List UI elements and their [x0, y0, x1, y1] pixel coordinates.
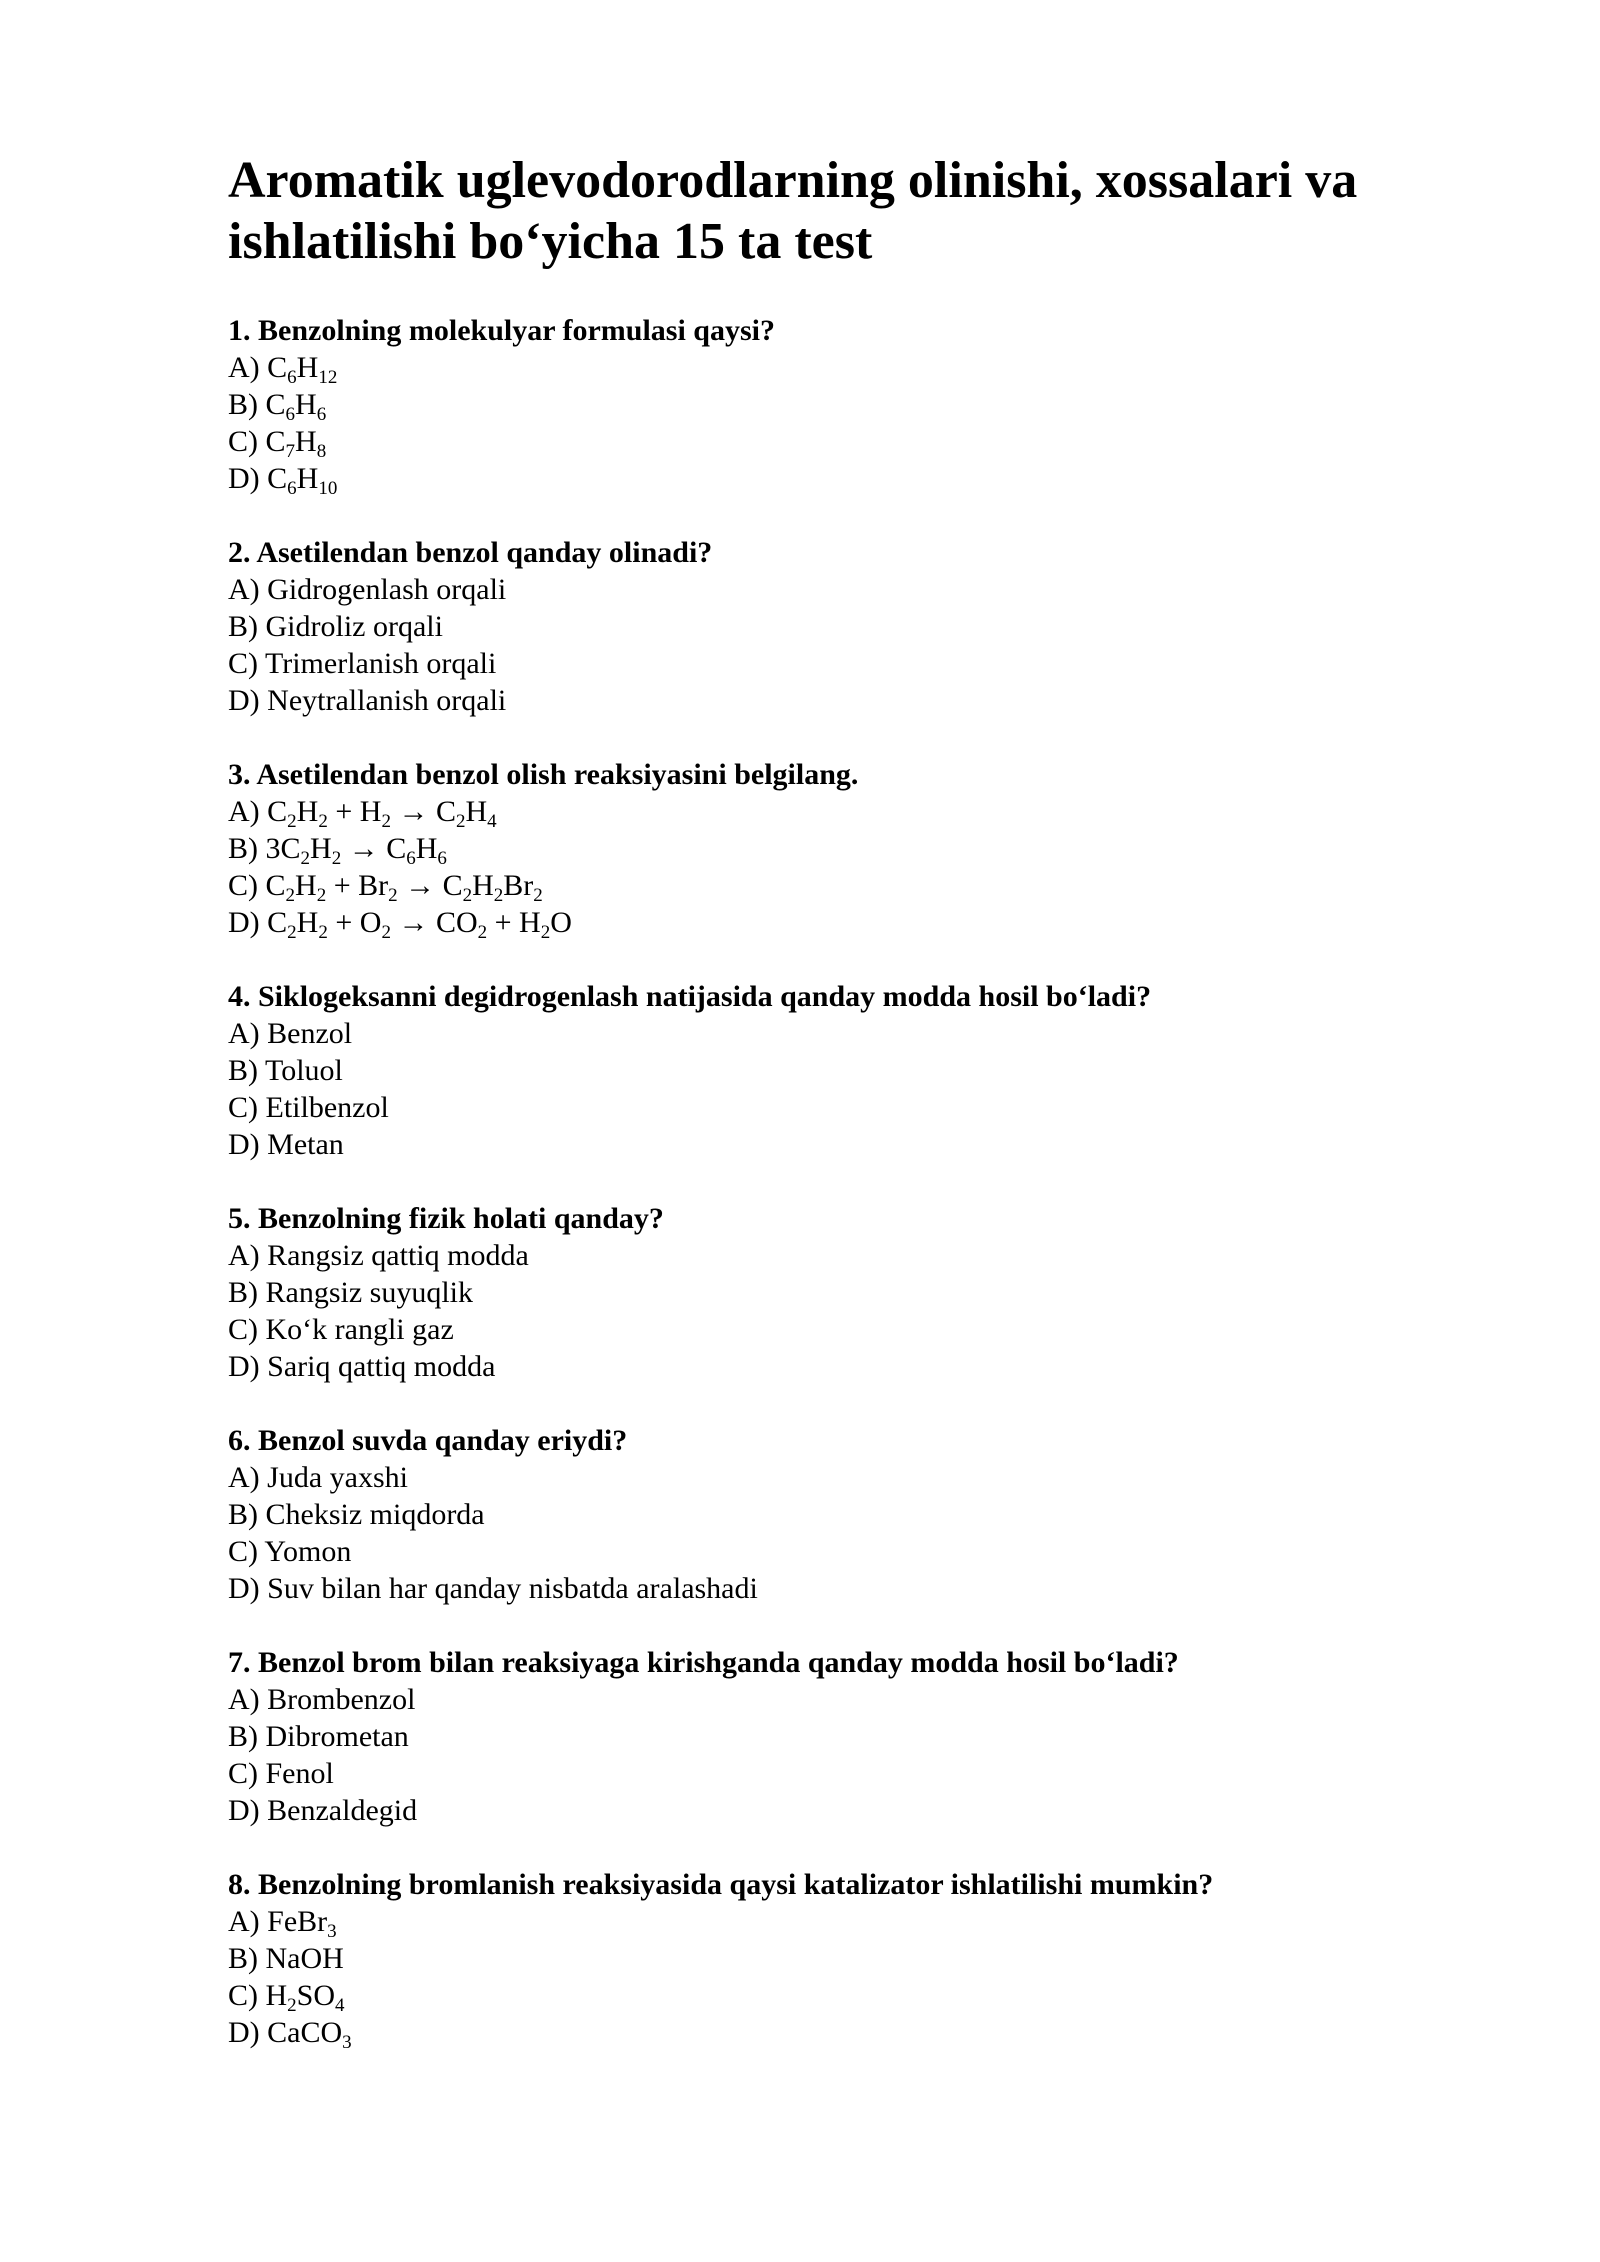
option-a: A) FeBr$_3$	[228, 1905, 337, 1942]
option-a: A) Brombenzol	[228, 1683, 416, 1716]
subscript: 4	[487, 811, 497, 832]
document-title: Aromatik uglevodorodlarning olinishi, xossalari va ishlatilishi bo‘yicha 15 ta test	[228, 152, 1358, 270]
subscript: 2	[455, 811, 466, 832]
subscript: 2	[316, 885, 327, 906]
option-a: A) $C_6H_{12}$	[228, 351, 338, 388]
option-d: D) Metan	[228, 1128, 344, 1161]
subscript: 2	[285, 885, 296, 906]
subscript: 2	[462, 885, 473, 906]
option-c: C) Fenol	[228, 1757, 334, 1790]
question-text: 4. Siklogeksanni degidrogenlash natijasida qanday modda hosil bo‘ladi?	[228, 980, 1152, 1013]
subscript: 6	[406, 848, 416, 869]
option-b: B) NaOH	[228, 1942, 344, 1975]
subscript: 2	[287, 922, 297, 943]
option-b: B) Cheksiz miqdorda	[228, 1498, 485, 1531]
subscript: 2	[331, 848, 342, 869]
subscript: 10	[318, 478, 338, 499]
option-c: C) $C_2H_2 + Br_2 \to C_2H_2Br_2$	[228, 869, 543, 906]
subscript: 2	[318, 922, 328, 943]
option-c: C) Trimerlanish orqali	[228, 647, 497, 680]
option-c: C) $C_7H_8$	[228, 425, 327, 462]
question-text: 7. Benzol brom bilan reaksiyaga kirishganda qanday modda hosil bo‘ladi?	[228, 1646, 1179, 1679]
option-b: B) $3C_2H_2 \to C_6H_6$	[228, 832, 447, 869]
option-c: C) Ko‘k rangli gaz	[228, 1313, 454, 1346]
subscript: 2	[477, 922, 488, 943]
option-a: A) Rangsiz qattiq modda	[228, 1239, 529, 1272]
option-b: B) Dibrometan	[228, 1720, 409, 1753]
question-list	[228, 312, 1428, 2088]
subscript: 4	[335, 1995, 345, 2016]
question-text: 2. Asetilendan benzol qanday olinadi?	[228, 536, 713, 569]
option-d: D) $C_2H_2 + O_2 \to CO_2 + H_2O$	[228, 906, 572, 943]
option-b: B) $C_6H_6$	[228, 388, 327, 425]
subscript: 6	[437, 848, 447, 869]
option-d: D) Benzaldegid	[228, 1794, 418, 1827]
subscript: 2	[388, 885, 398, 906]
question-text: 5. Benzolning fizik holati qanday?	[228, 1202, 664, 1235]
option-b: B) Toluol	[228, 1054, 343, 1087]
subscript: 2	[300, 848, 311, 869]
question-6	[228, 1422, 1428, 1607]
option-c: C) $H_2SO_4$	[228, 1979, 345, 2016]
option-a: A) Juda yaxshi	[228, 1461, 408, 1494]
subscript: 6	[287, 367, 297, 388]
question-5	[228, 1200, 1428, 1385]
option-d: D) CaCO$_3$	[228, 2016, 352, 2053]
option-d: D) Neytrallanish orqali	[228, 684, 507, 717]
subscript: 2	[540, 922, 551, 943]
question-text: 3. Asetilendan benzol olish reaksiyasini belgilang.	[228, 758, 859, 791]
subscript: 2	[533, 885, 543, 906]
question-3	[228, 756, 1428, 941]
question-4	[228, 978, 1428, 1163]
subscript: 6	[316, 404, 327, 425]
option-a: A) $C_2H_2 + H_2 \to C_2H_4$	[228, 795, 497, 832]
question-2	[228, 534, 1428, 719]
option-b: B) Gidroliz orqali	[228, 610, 443, 643]
option-c: C) Yomon	[228, 1535, 352, 1568]
option-c: C) Etilbenzol	[228, 1091, 389, 1124]
option-b: B) Rangsiz suyuqlik	[228, 1276, 473, 1309]
option-d: D) $C_6H_{10}$	[228, 462, 338, 499]
question-text: 8. Benzolning bromlanish reaksiyasida qaysi katalizator ishlatilishi mumkin?	[228, 1868, 1214, 1901]
subscript: 2	[381, 922, 391, 943]
question-8	[228, 1866, 1428, 2051]
option-a: A) Gidrogenlash orqali	[228, 573, 507, 606]
question-7	[228, 1644, 1428, 1829]
subscript: 2	[318, 811, 328, 832]
question-text: 1. Benzolning molekulyar formulasi qaysi?	[228, 314, 776, 347]
question-text: 6. Benzol suvda qanday eriydi?	[228, 1424, 628, 1457]
subscript: 3	[342, 2032, 352, 2053]
subscript: 2	[381, 811, 391, 832]
question-1	[228, 312, 1428, 497]
option-d: D) Suv bilan har qanday nisbatda aralashadi	[228, 1572, 758, 1605]
option-a: A) Benzol	[228, 1017, 353, 1050]
subscript: 2	[287, 1995, 297, 2016]
subscript: 2	[287, 811, 297, 832]
subscript: 3	[327, 1921, 337, 1942]
subscript: 6	[287, 478, 297, 499]
subscript: 12	[318, 367, 338, 388]
subscript: 7	[285, 441, 296, 462]
subscript: 6	[285, 404, 296, 425]
subscript: 2	[493, 885, 504, 906]
subscript: 8	[316, 441, 327, 462]
option-d: D) Sariq qattiq modda	[228, 1350, 496, 1383]
